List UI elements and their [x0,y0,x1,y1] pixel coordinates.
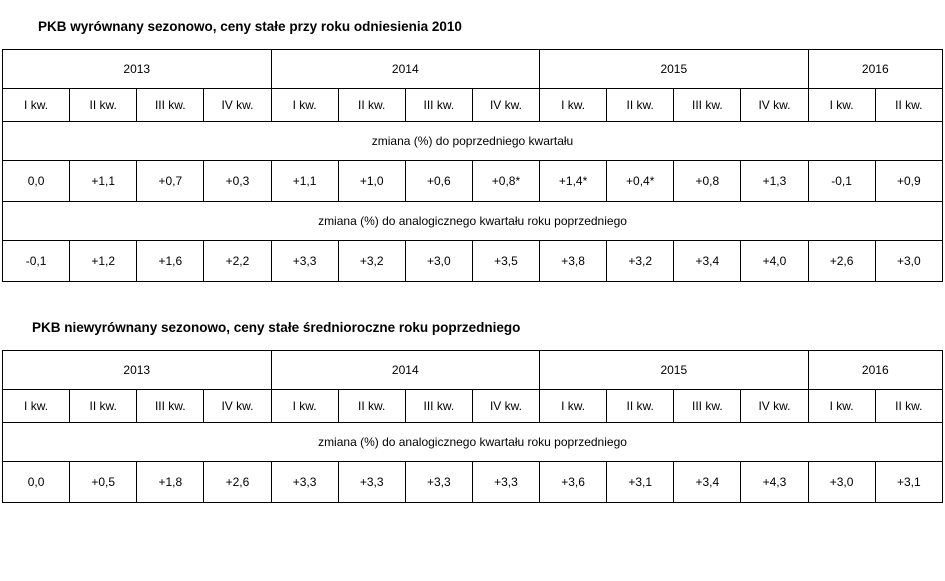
value-cell: +4,3 [741,462,808,503]
year-header: 2015 [540,351,809,390]
quarter-header: I kw. [808,390,875,423]
value-cell: +3,4 [674,241,741,282]
value-cell: +2,6 [204,462,271,503]
quarter-header: I kw. [540,89,607,122]
quarter-header: III kw. [137,390,204,423]
section-caption: zmiana (%) do analogicznego kwartału roku poprzedniego [3,202,943,241]
value-cell: +0,8 [674,161,741,202]
title-2-gap [0,336,945,350]
table-1-year-row [3,50,943,89]
year-header: 2015 [540,50,809,89]
value-cell: +0,8* [472,161,539,202]
gdp-non-seasonally-adjusted-table [2,350,943,503]
quarter-header: II kw. [875,390,942,423]
table-1-quarter-row [3,89,943,122]
table-2-section-caption-row [3,423,943,462]
value-cell: +3,3 [338,462,405,503]
table-1-values-row [3,241,943,282]
quarter-header: II kw. [607,89,674,122]
value-cell: +1,1 [271,161,338,202]
table-2-year-row [3,351,943,390]
value-cell: +3,1 [607,462,674,503]
table-2-values-row [3,462,943,503]
value-cell: 0,0 [3,462,70,503]
value-cell: -0,1 [3,241,70,282]
year-header: 2014 [271,351,540,390]
table-2-quarter-row [3,390,943,423]
value-cell: +1,1 [70,161,137,202]
value-cell: +1,2 [70,241,137,282]
value-cell: +3,0 [875,241,942,282]
quarter-header: II kw. [338,390,405,423]
quarter-header: II kw. [338,89,405,122]
value-cell: 0,0 [3,161,70,202]
quarter-header: III kw. [674,390,741,423]
between-tables-spacer [0,282,945,320]
table-1-values-row [3,161,943,202]
year-header: 2016 [808,351,942,390]
value-cell: +0,9 [875,161,942,202]
section-caption: zmiana (%) do poprzedniego kwartału [3,122,943,161]
quarter-header: I kw. [540,390,607,423]
value-cell: +3,0 [405,241,472,282]
quarter-header: II kw. [875,89,942,122]
value-cell: +3,3 [472,462,539,503]
value-cell: +0,6 [405,161,472,202]
value-cell: +1,6 [137,241,204,282]
value-cell: +1,4* [540,161,607,202]
quarter-header: II kw. [70,390,137,423]
table-1-section-caption-row [3,122,943,161]
year-header: 2013 [3,50,272,89]
table-block-2 [0,320,945,503]
quarter-header: IV kw. [204,390,271,423]
table-2-title: PKB niewyrównany sezonowo, ceny stałe średnioroczne roku poprzedniego [32,320,521,336]
value-cell: +3,0 [808,462,875,503]
top-spacer [0,0,945,14]
value-cell: +3,6 [540,462,607,503]
value-cell: +1,3 [741,161,808,202]
quarter-header: II kw. [607,390,674,423]
value-cell: +0,3 [204,161,271,202]
value-cell: +0,5 [70,462,137,503]
table-1-section-caption-row [3,202,943,241]
value-cell: +4,0 [741,241,808,282]
value-cell: +3,2 [607,241,674,282]
table-1-title: PKB wyrównany sezonowo, ceny stałe przy roku odniesienia 2010 [38,19,462,34]
table-block-1 [0,14,945,282]
title-1-gap [0,35,945,49]
quarter-header: I kw. [271,390,338,423]
quarter-header: IV kw. [204,89,271,122]
value-cell: +0,7 [137,161,204,202]
value-cell: -0,1 [808,161,875,202]
quarter-header: IV kw. [472,390,539,423]
value-cell: +0,4* [607,161,674,202]
quarter-header: III kw. [674,89,741,122]
quarter-header: III kw. [137,89,204,122]
gdp-seasonally-adjusted-table [2,49,943,282]
value-cell: +3,2 [338,241,405,282]
value-cell: +3,3 [271,462,338,503]
value-cell: +3,1 [875,462,942,503]
value-cell: +1,0 [338,161,405,202]
quarter-header: I kw. [271,89,338,122]
year-header: 2013 [3,351,272,390]
quarter-header: III kw. [405,89,472,122]
value-cell: +1,8 [137,462,204,503]
quarter-header: IV kw. [472,89,539,122]
year-header: 2014 [271,50,540,89]
quarter-header: IV kw. [741,390,808,423]
value-cell: +3,3 [405,462,472,503]
value-cell: +2,6 [808,241,875,282]
quarter-header: I kw. [808,89,875,122]
value-cell: +3,3 [271,241,338,282]
year-header: 2016 [808,50,942,89]
value-cell: +3,5 [472,241,539,282]
quarter-header: IV kw. [741,89,808,122]
value-cell: +2,2 [204,241,271,282]
value-cell: +3,8 [540,241,607,282]
value-cell: +3,4 [674,462,741,503]
quarter-header: III kw. [405,390,472,423]
quarter-header: II kw. [70,89,137,122]
quarter-header: I kw. [3,390,70,423]
section-caption: zmiana (%) do analogicznego kwartału roku poprzedniego [3,423,943,462]
quarter-header: I kw. [3,89,70,122]
